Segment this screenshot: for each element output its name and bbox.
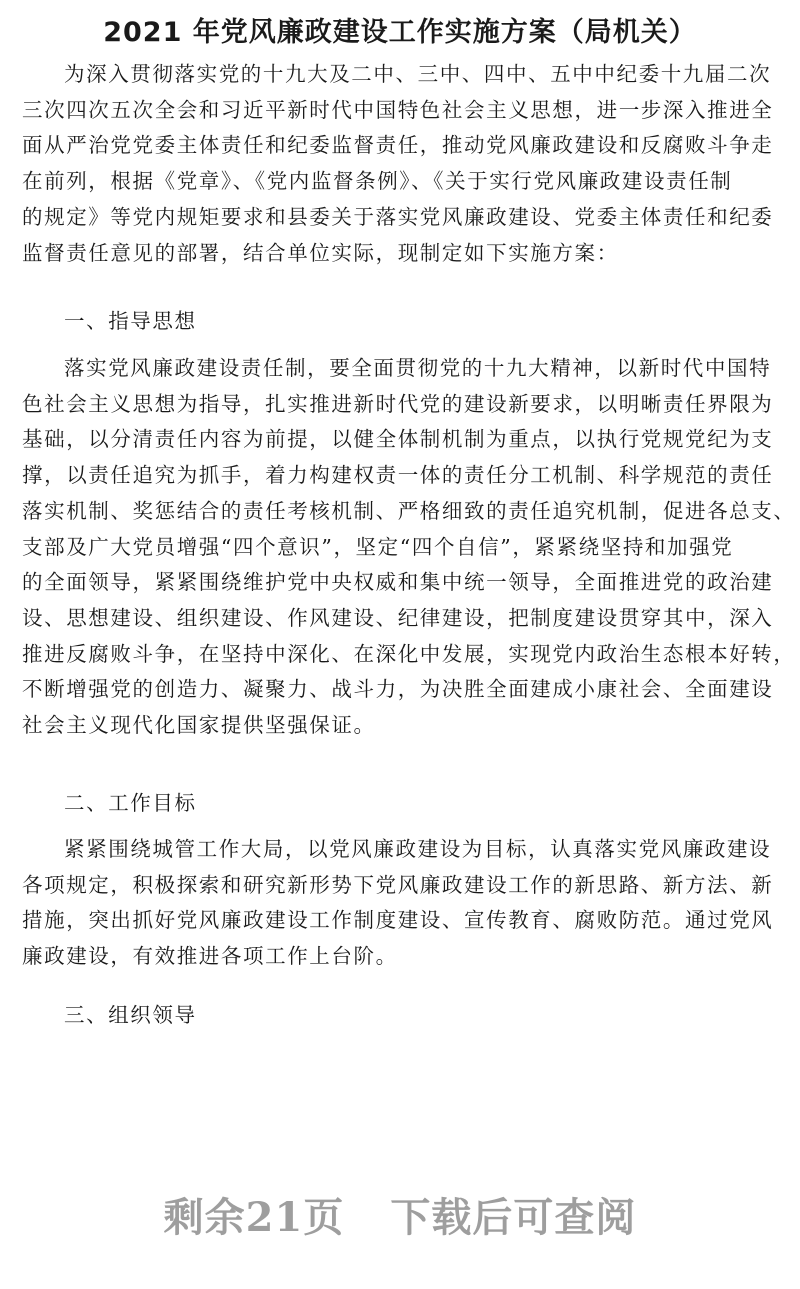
section-heading-organization: 三、组织领导 — [64, 1003, 197, 1027]
body-line: 的全面领导，紧紧围绕维护党中央权威和集中统一领导，全面推进党的政治建 — [22, 570, 774, 595]
body-line: 设、思想建设、组织建设、作风建设、纪律建设，把制度建设贯穿其中，深入 — [22, 605, 774, 630]
intro-line: 监督责任意见的部署，结合单位实际，现制定如下实施方案： — [22, 240, 619, 265]
body-line: 落实机制、奖惩结合的责任考核机制、严格细致的责任追究机制，促进各总支、 — [22, 498, 796, 523]
body-line: 支部及广大党员增强“四个意识”，坚定“四个自信”，紧紧绕坚持和加强党 — [22, 534, 734, 559]
body-line: 不断增强党的创造力、凝聚力、战斗力，为决胜全面建成小康社会、全面建设 — [22, 677, 774, 702]
body-line: 推进反腐败斗争，在坚持中深化、在深化中发展，实现党内政治生态根本好转， — [22, 641, 796, 666]
intro-paragraph — [22, 57, 774, 271]
intro-line: 面从严治党党委主体责任和纪委监督责任，推动党风廉政建设和反腐败斗争走 — [22, 133, 774, 158]
intro-line: 为深入贯彻落实党的十九大及二中、三中、四中、五中中纪委十九届二次 — [64, 62, 772, 86]
intro-line: 在前列，根据《党章》、《党内监督条例》、《关于实行党风廉政建设责任制 — [22, 169, 733, 194]
body-line: 各项规定，积极探索和研究新形势下党风廉政建设工作的新思路、新方法、新 — [22, 872, 774, 897]
section-work-goals-body — [22, 832, 774, 975]
section-guiding-ideology-body — [22, 351, 796, 744]
body-line: 措施，突出抓好党风廉政建设工作制度建设、宣传教育、腐败防范。通过党风 — [22, 908, 774, 933]
document-title: 2021 年党风廉政建设工作实施方案（局机关） — [103, 17, 697, 48]
intro-line: 三次四次五次全会和习近平新时代中国特色社会主义思想，进一步深入推进全 — [22, 97, 774, 122]
body-line: 色社会主义思想为指导，扎实推进新时代党的建设新要求，以明晰责任界限为 — [22, 391, 774, 416]
body-line: 落实党风廉政建设责任制，要全面贯彻党的十九大精神，以新时代中国特 — [64, 356, 772, 380]
body-line: 撑，以责任追究为抓手，着力构建权责一体的责任分工机制、科学规范的责任 — [22, 463, 774, 488]
body-line: 基础，以分清责任内容为前提，以健全体制机制为重点，以执行党规党纪为支 — [22, 427, 774, 452]
download-to-view-label[interactable]: 下载后可查阅 — [390, 1194, 637, 1241]
body-line: 紧紧围绕城管工作大局，以党风廉政建设为目标，认真落实党风廉政建设 — [64, 837, 772, 861]
body-line: 廉政建设，有效推进各项工作上台阶。 — [22, 944, 398, 969]
intro-line: 的规定》等党内规矩要求和县委关于落实党风廉政建设、党委主体责任和纪委 — [22, 204, 774, 229]
section-heading-guiding-ideology: 一、指导思想 — [64, 309, 197, 333]
remaining-pages-banner[interactable] — [0, 1186, 800, 1243]
remaining-pages-label: 剩余21页 — [163, 1194, 345, 1241]
section-heading-work-goals: 二、工作目标 — [64, 791, 197, 815]
body-line: 社会主义现代化国家提供坚强保证。 — [22, 713, 376, 738]
